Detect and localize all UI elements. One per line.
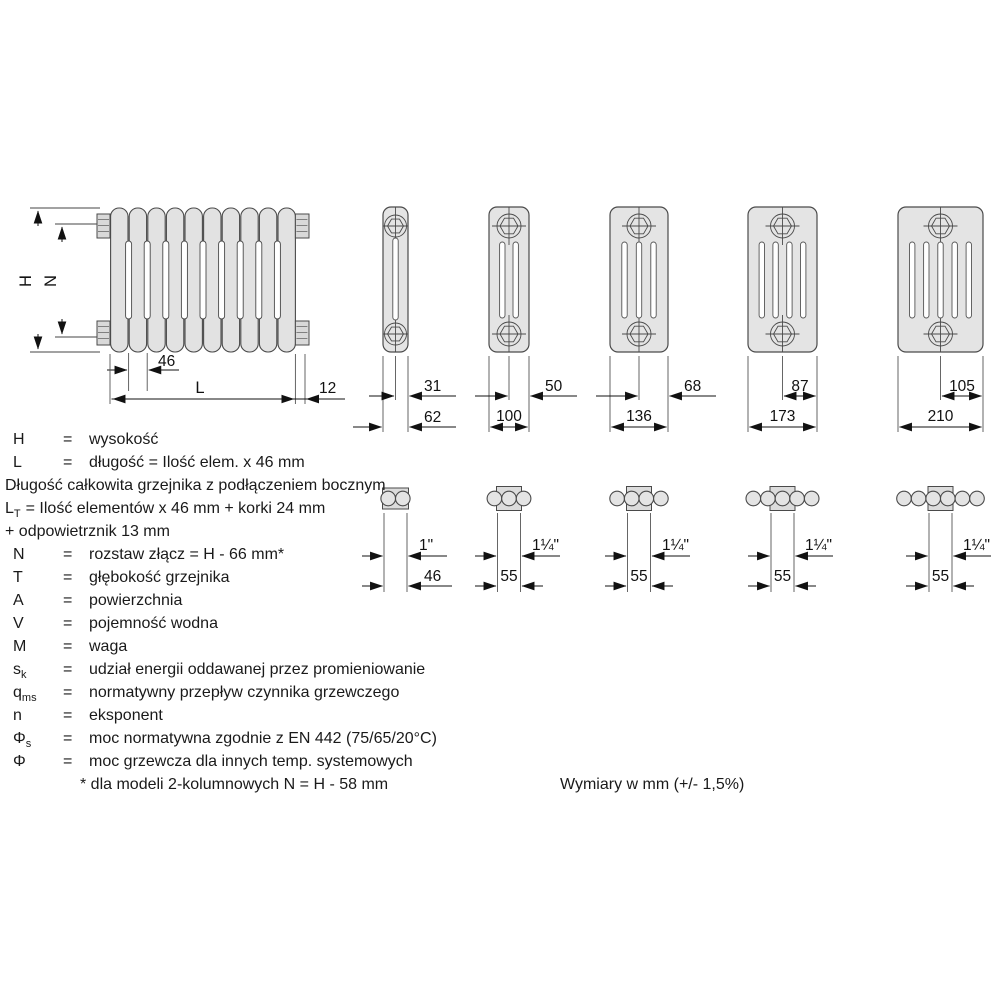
topview-3col: [475, 487, 560, 593]
legend-row-total-length: Długość całkowita grzejnika z podłączeniem bocznym: [5, 477, 386, 494]
legend-row-LT: $L_T$ = Ilość elementów x 46 mm + korki 24 mm: [5, 500, 326, 521]
topview-4col-thread-dim: 1¼": [662, 537, 690, 554]
legend-row-n: n = eksponent: [13, 707, 163, 724]
topview-3col-width-dim: 55: [500, 568, 518, 585]
topview-4col-width-dim: 55: [630, 568, 648, 585]
legend-row-V: V = pojemność wodna: [13, 615, 218, 632]
legend-row-phi-s: $\Phi_s$ = moc normatywna zgodnie z EN 442 (75/65/20°C): [13, 730, 437, 751]
element-gaps: [126, 241, 281, 319]
profile-3col-half-dim: 50: [545, 378, 563, 395]
topview-2col: [362, 488, 452, 592]
topview-6col-thread-dim: 1¼": [963, 537, 991, 554]
profile-4col: [596, 207, 716, 432]
profile-3col-full-dim: 100: [496, 408, 522, 425]
legend-row-M: M = waga: [13, 638, 128, 655]
topview-5col-thread-dim: 1¼": [805, 537, 833, 554]
joint-spacing-label: N: [42, 275, 60, 287]
profile-4col-full-dim: 136: [626, 408, 652, 425]
topview-5col-width-dim: 55: [773, 568, 792, 585]
profile-6col: [898, 207, 983, 432]
profile-2col-full-dim: 62: [424, 409, 442, 426]
topview-5col: [746, 487, 833, 593]
profile-4col-half-dim: 68: [684, 378, 702, 395]
pitch-dim-label: 46: [158, 353, 176, 370]
topview-6col: [897, 487, 991, 593]
profile-2col: [353, 207, 456, 432]
legend-row-qms: $q_{ms}$ = normatywny przepływ czynnika grzewczego: [13, 684, 400, 705]
legend-row-footnote: * dla modeli 2-kolumnowych N = H - 58 mm: [80, 776, 389, 793]
legend-row-L: L = długość = Ilość elem. x 46 mm: [13, 454, 305, 471]
topview-4col: [605, 487, 690, 593]
dimensions-note: Wymiary w mm (+/- 1,5%): [560, 776, 745, 793]
profile-5col-full-dim: 173: [769, 408, 796, 425]
legend-row-A: A = powierzchnia: [13, 592, 183, 609]
side-ext-dim-label: 12: [319, 380, 337, 397]
legend-row-T: T = głębokość grzejnika: [13, 569, 230, 586]
legend-row-H: H = wysokość: [13, 431, 159, 448]
topview-2col-width-dim: 46: [424, 568, 442, 585]
legend-row-N: N = rozstaw złącz = H - 66 mm*: [13, 546, 285, 563]
profile-3col: [475, 207, 577, 432]
profile-5col-half-dim: 87: [791, 378, 809, 395]
legend-row-vent: + odpowietrznik 13 mm: [5, 523, 170, 540]
legend-row-phi: Φ = moc grzewcza dla innych temp. systemowych: [13, 753, 413, 770]
length-dim-label: L: [195, 379, 205, 397]
profile-5col: [748, 207, 817, 432]
profile-6col-full-dim: 210: [927, 408, 954, 425]
topview-6col-width-dim: 55: [931, 568, 950, 585]
front-view: [17, 208, 345, 404]
topview-3col-thread-dim: 1¼": [532, 537, 560, 554]
legend-row-sk: $s_k$ = udział energii oddawanej przez promieniowanie: [13, 661, 426, 682]
profile-6col-half-dim: 105: [949, 378, 975, 395]
height-label: H: [17, 275, 35, 287]
profile-2col-half-dim: 31: [424, 378, 442, 395]
topview-2col-thread-dim: 1": [419, 537, 434, 554]
